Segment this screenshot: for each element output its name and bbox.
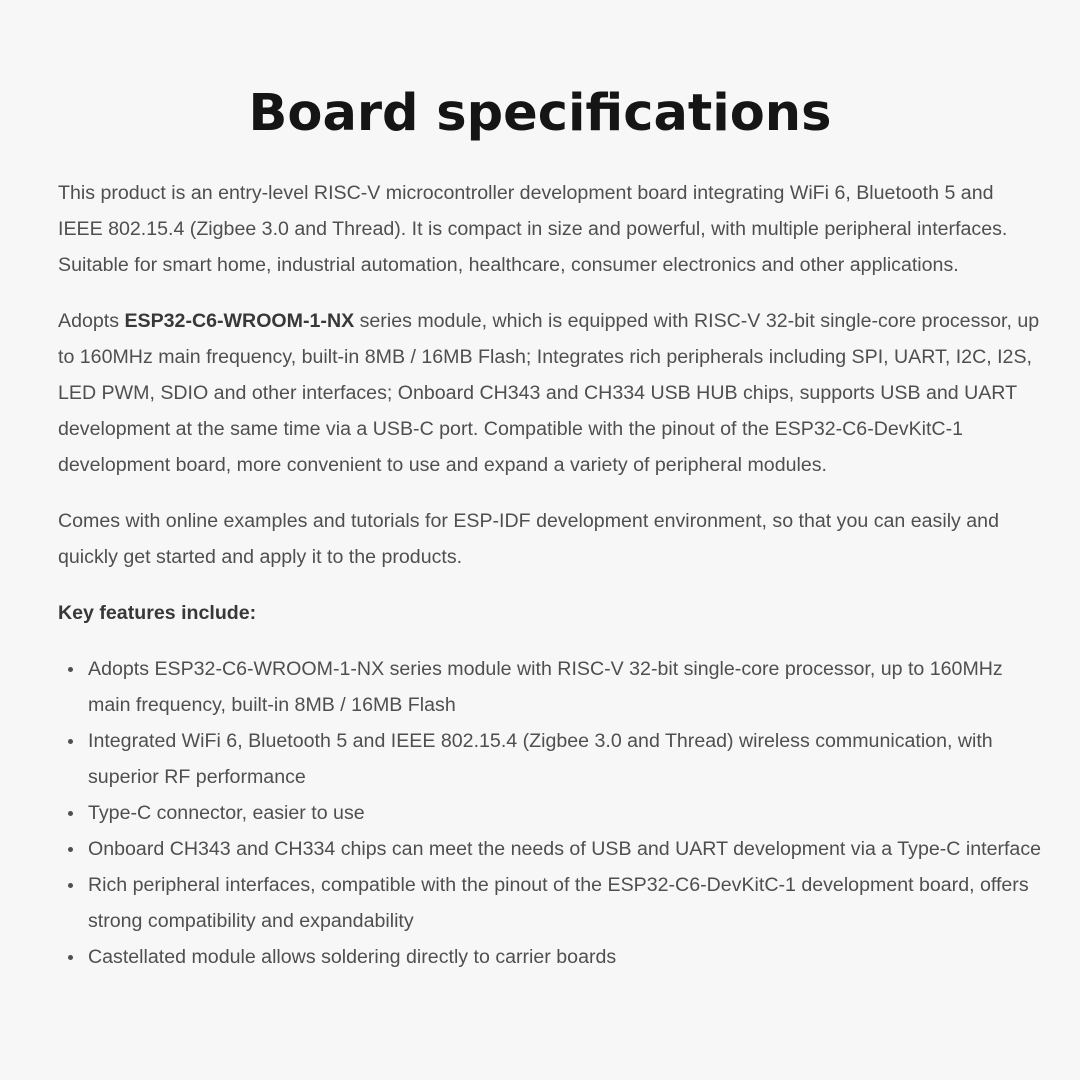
- feature-item: [88, 795, 1043, 831]
- key-features-list: [58, 651, 1043, 975]
- bullet-icon: [68, 955, 73, 960]
- bullet-icon: [68, 811, 73, 816]
- bullet-icon: [68, 883, 73, 888]
- feature-item: [88, 651, 1043, 723]
- page-title: Board specifications: [248, 84, 832, 143]
- feature-text: Integrated WiFi 6, Bluetooth 5 and IEEE 802.15.4 (Zigbee 3.0 and Thread) wireless communication, with superior RF performance: [88, 730, 993, 788]
- feature-item: [88, 723, 1043, 795]
- bullet-icon: [68, 847, 73, 852]
- spec-content: [58, 175, 1043, 975]
- feature-text: Type-C connector, easier to use: [88, 802, 365, 824]
- feature-item: [88, 831, 1043, 867]
- module-name-bold: ESP32-C6-WROOM-1-NX: [124, 310, 355, 332]
- feature-item: [88, 939, 1043, 975]
- bullet-icon: [68, 667, 73, 672]
- key-features-heading: Key features include:: [58, 602, 257, 624]
- feature-item: [88, 867, 1043, 939]
- bullet-icon: [68, 739, 73, 744]
- feature-text: Rich peripheral interfaces, compatible with the pinout of the ESP32-C6-DevKitC-1 development board, offers strong compatibility and expandability: [88, 874, 1029, 932]
- feature-text: Adopts ESP32-C6-WROOM-1-NX series module with RISC-V 32-bit single-core processor, up to 160MHz main frequency, built-in 8MB / 16MB Flash: [88, 658, 1003, 716]
- feature-text: Castellated module allows soldering directly to carrier boards: [88, 946, 617, 968]
- feature-text: Onboard CH343 and CH334 chips can meet the needs of USB and UART development via a Type-C interface: [88, 838, 1042, 860]
- paragraph-2-suffix: series module, which is equipped with RISC-V 32-bit single-core processor, up to 160MHz main frequency, built-in 8MB / 16MB Flash; Integrates rich peripherals including SPI, UART, I2C, I2S, LED PWM, SDIO and other interfaces; Onboard CH343 and CH334 USB HUB chips, supports USB and UART development at the same time via a USB-C port. Compatible with the pinout of the ESP32-C6-DevKitC-1 development board, more convenient to use and expand a variety of peripheral modules.: [58, 310, 1040, 476]
- paragraph-2-prefix: Adopts: [58, 310, 125, 332]
- intro-paragraph-2: [58, 303, 1043, 483]
- intro-paragraph-1: This product is an entry-level RISC-V microcontroller development board integrating WiFi 6, Bluetooth 5 and IEEE 802.15.4 (Zigbee 3.0 and Thread). It is compact in size and powerful, with multiple peripheral interfaces. Suitable for smart home, industrial automation, healthcare, consumer electronics and other applications.: [58, 182, 1008, 276]
- intro-paragraph-3: Comes with online examples and tutorials for ESP-IDF development environment, so that you can easily and quickly get started and apply it to the products.: [58, 510, 999, 568]
